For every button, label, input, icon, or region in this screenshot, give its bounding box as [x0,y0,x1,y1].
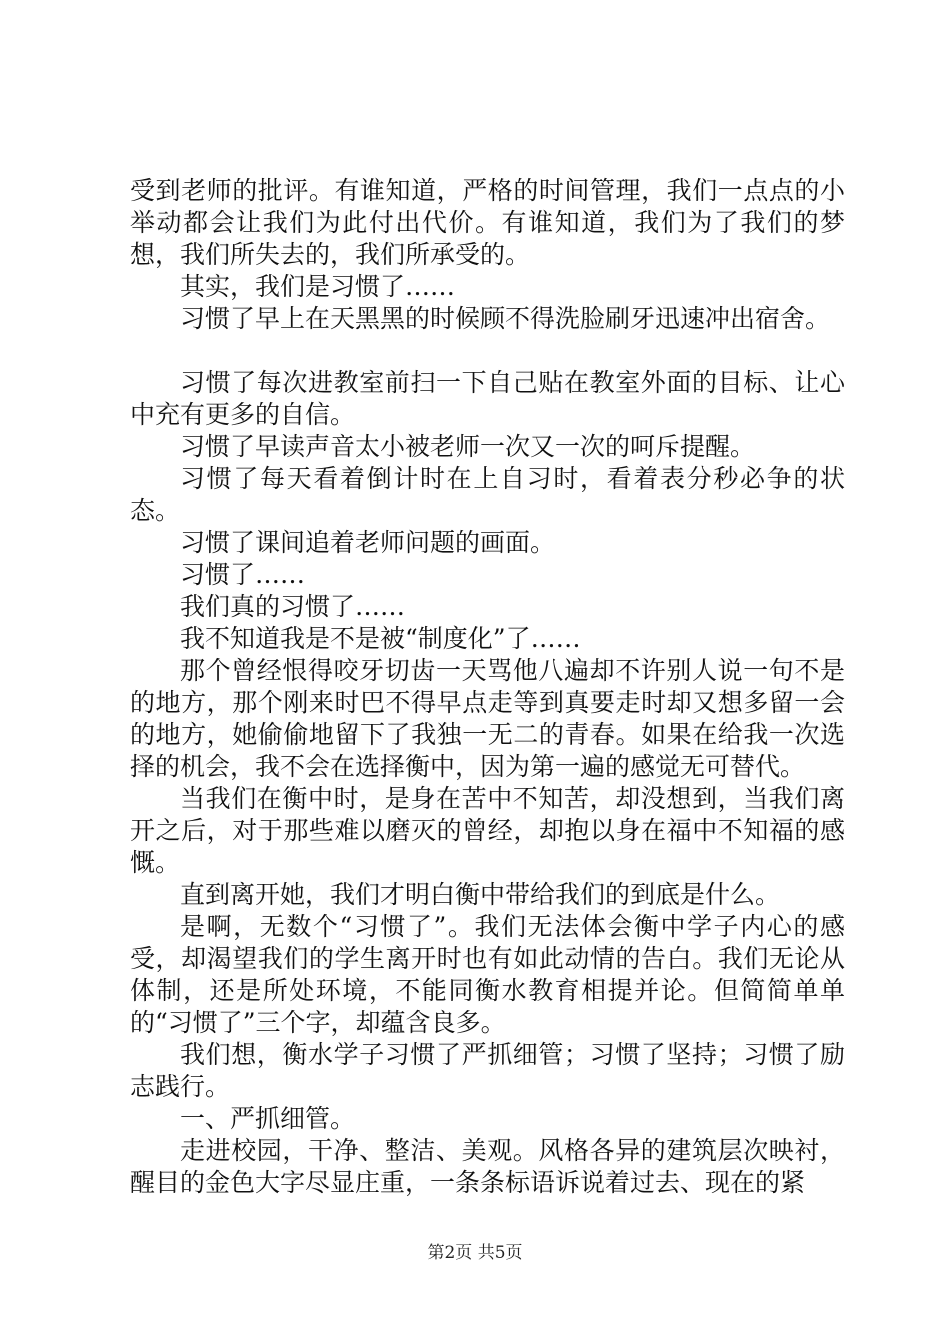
paragraph: 习惯了每次进教室前扫一下自己贴在教室外面的目标、让心中充有更多的自信。 [130,368,845,429]
paragraph: 走进校园，干净、整洁、美观。风格各异的建筑层次映衬，醒目的金色大字尽显庄重，一条条标语诉说着过去、现在的紧 [130,1136,845,1197]
paragraph: 习惯了早上在天黑黑的时候顾不得洗脸刷牙迅速冲出宿舍。 [180,304,831,333]
paragraph: 习惯了每天看着倒计时在上自习时，看着表分秒必争的状态。 [130,464,845,525]
paragraph: 我们想，衡水学子习惯了严抓细管；习惯了坚持；习惯了励志践行。 [130,1040,845,1101]
page-number-footer: 第2页 共5页 [427,1243,523,1263]
paragraph: 当我们在衡中时，是身在苦中不知苦，却没想到，当我们离开之后，对于那些难以磨灭的曾经，却抱以身在福中不知福的感慨。 [130,784,845,877]
paragraph: 习惯了课间追着老师问题的画面。 [180,528,556,557]
paragraph: 是啊，无数个“习惯了”。我们无法体会衡中学子内心的感受，却渴望我们的学生离开时也有如此动情的告白。我们无论从体制，还是所处环境，不能同衡水教育相提并论。但简简单单的“习惯了”三个字，却蕴含良多。 [130,912,845,1037]
blank-line [130,335,845,367]
paragraph: 其实，我们是习惯了…… [180,272,456,301]
paragraph: 我不知道我是不是被“制度化”了…… [180,624,581,653]
paragraph: 那个曾经恨得咬牙切齿一天骂他八遍却不许别人说一句不是的地方，那个刚来时巴不得早点走等到真要走时却又想多留一会的地方，她偷偷地留下了我独一无二的青春。如果在给我一次选择的机会，我不会在选择衡中，因为第一遍的感觉无可替代。 [130,656,845,781]
paragraph: 直到离开她，我们才明白衡中带给我们的到底是什么。 [180,880,781,909]
paragraph: 我们真的习惯了…… [180,592,406,621]
paragraph: 受到老师的批评。有谁知道，严格的时间管理，我们一点点的小举动都会让我们为此付出代价。有谁知道，我们为了我们的梦想，我们所失去的，我们所承受的。 [130,176,845,269]
paragraph: 一、严抓细管。 [180,1104,356,1133]
paragraph: 习惯了早读声音太小被老师一次又一次的呵斥提醒。 [180,432,756,461]
document-body [130,175,845,1199]
paragraph: 习惯了…… [180,560,306,589]
